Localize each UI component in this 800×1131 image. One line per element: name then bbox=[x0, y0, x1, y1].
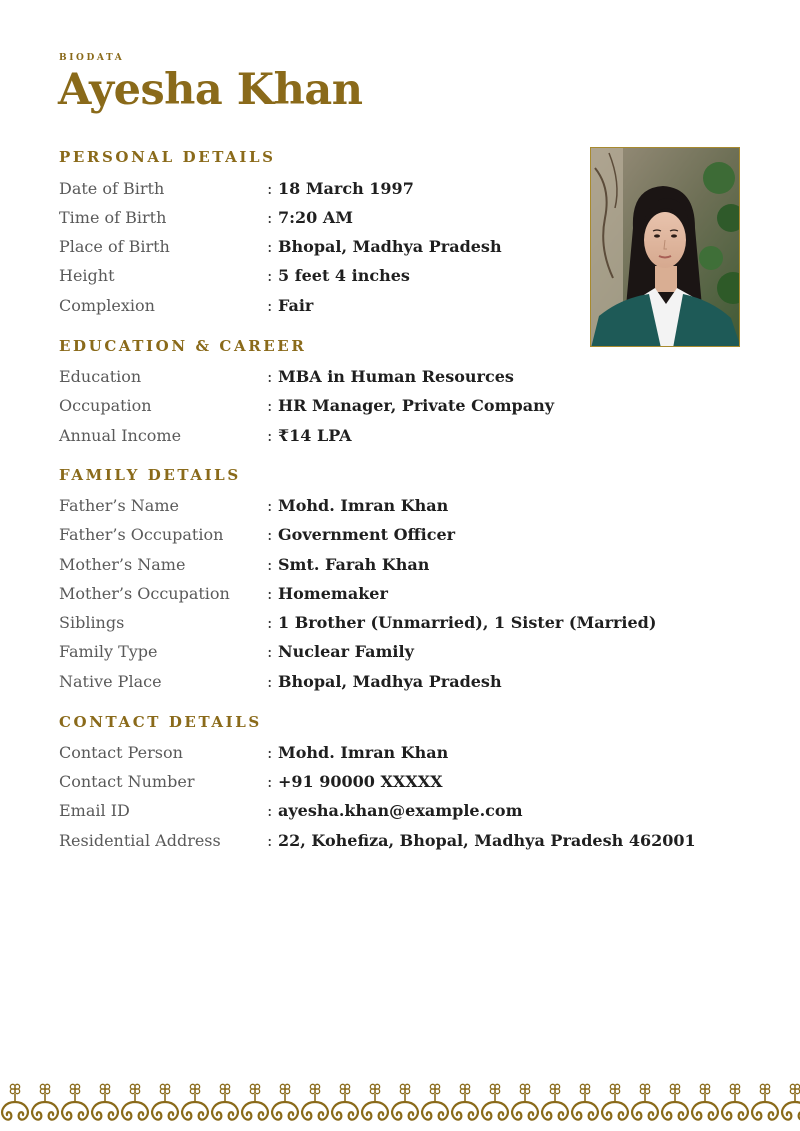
separator: : bbox=[267, 584, 273, 603]
detail-label: Native Place bbox=[59, 672, 162, 691]
detail-label: Mother’s Occupation bbox=[59, 584, 230, 603]
detail-value: MBA in Human Resources bbox=[278, 367, 514, 386]
ornament-motif bbox=[752, 1084, 778, 1119]
profile-photo bbox=[590, 147, 740, 347]
detail-value: Mohd. Imran Khan bbox=[278, 496, 449, 515]
ornament-motif bbox=[572, 1084, 598, 1119]
detail-row bbox=[59, 396, 699, 418]
ornament-motif bbox=[32, 1084, 58, 1119]
ornament-motif bbox=[542, 1084, 568, 1119]
detail-row bbox=[59, 367, 699, 389]
detail-value: Nuclear Family bbox=[278, 642, 414, 661]
separator: : bbox=[267, 426, 273, 445]
detail-label: Date of Birth bbox=[59, 179, 165, 198]
separator: : bbox=[267, 613, 273, 632]
detail-label: Annual Income bbox=[59, 426, 182, 445]
detail-label: Father’s Name bbox=[59, 496, 179, 515]
separator: : bbox=[267, 831, 273, 850]
detail-row bbox=[59, 642, 699, 664]
detail-value: HR Manager, Private Company bbox=[278, 396, 554, 415]
detail-row bbox=[59, 831, 699, 853]
detail-row bbox=[59, 496, 699, 518]
ornament-motif bbox=[62, 1084, 88, 1119]
detail-row bbox=[59, 555, 699, 577]
separator: : bbox=[267, 396, 273, 415]
ornament-motif bbox=[242, 1084, 268, 1119]
detail-row bbox=[59, 743, 699, 765]
separator: : bbox=[267, 208, 273, 227]
detail-value: Bhopal, Madhya Pradesh bbox=[278, 237, 502, 256]
separator: : bbox=[267, 801, 273, 820]
detail-row bbox=[59, 772, 699, 794]
detail-label: Family Type bbox=[59, 642, 158, 661]
separator: : bbox=[267, 179, 273, 198]
detail-label: Contact Person bbox=[59, 743, 183, 762]
ornament-motif bbox=[122, 1084, 148, 1119]
detail-value: 7:20 AM bbox=[278, 208, 353, 227]
separator: : bbox=[267, 525, 273, 544]
separator: : bbox=[267, 296, 273, 315]
ornament-motif bbox=[362, 1084, 388, 1119]
ornament-motif bbox=[212, 1084, 238, 1119]
detail-row bbox=[59, 426, 699, 448]
detail-row bbox=[59, 801, 699, 823]
ornament-motif bbox=[602, 1084, 628, 1119]
detail-label: Residential Address bbox=[59, 831, 221, 850]
detail-value: +91 90000 XXXXX bbox=[278, 772, 443, 791]
section-title-education: EDUCATION & CAREER bbox=[59, 337, 307, 355]
ornament-motif bbox=[332, 1084, 358, 1119]
detail-value: Mohd. Imran Khan bbox=[278, 743, 449, 762]
detail-value: ayesha.khan@example.com bbox=[278, 801, 523, 820]
detail-label: Time of Birth bbox=[59, 208, 167, 227]
detail-value: Homemaker bbox=[278, 584, 388, 603]
detail-label: Complexion bbox=[59, 296, 155, 315]
ornament-motif bbox=[722, 1084, 748, 1119]
ornament-motif bbox=[662, 1084, 688, 1119]
ornament-motif bbox=[392, 1084, 418, 1119]
separator: : bbox=[267, 496, 273, 515]
detail-value: 18 March 1997 bbox=[278, 179, 414, 198]
separator: : bbox=[267, 772, 273, 791]
ornament-motif bbox=[632, 1084, 658, 1119]
ornament-motif bbox=[272, 1084, 298, 1119]
section-title-contact: CONTACT DETAILS bbox=[59, 713, 262, 731]
detail-label: Occupation bbox=[59, 396, 152, 415]
separator: : bbox=[267, 672, 273, 691]
ornament-motif bbox=[302, 1084, 328, 1119]
detail-value: Fair bbox=[278, 296, 314, 315]
ornament-motif bbox=[2, 1084, 28, 1119]
separator: : bbox=[267, 555, 273, 574]
detail-value: Government Officer bbox=[278, 525, 456, 544]
separator: : bbox=[267, 743, 273, 762]
person-name: Ayesha Khan bbox=[58, 65, 363, 115]
ornament-motif bbox=[152, 1084, 178, 1119]
detail-label: Mother’s Name bbox=[59, 555, 186, 574]
detail-value: Smt. Farah Khan bbox=[278, 555, 430, 574]
detail-row bbox=[59, 584, 699, 606]
detail-label: Education bbox=[59, 367, 142, 386]
detail-value: Bhopal, Madhya Pradesh bbox=[278, 672, 502, 691]
separator: : bbox=[267, 642, 273, 661]
ornamental-border bbox=[0, 1080, 800, 1126]
detail-row bbox=[59, 613, 699, 635]
detail-label: Contact Number bbox=[59, 772, 195, 791]
ornament-motif bbox=[782, 1084, 800, 1119]
detail-value: 5 feet 4 inches bbox=[278, 266, 410, 285]
separator: : bbox=[267, 266, 273, 285]
detail-row bbox=[59, 672, 699, 694]
detail-label: Height bbox=[59, 266, 115, 285]
ornament-motif bbox=[482, 1084, 508, 1119]
ornament-motif bbox=[512, 1084, 538, 1119]
detail-label: Place of Birth bbox=[59, 237, 170, 256]
ornament-motif bbox=[182, 1084, 208, 1119]
detail-label: Email ID bbox=[59, 801, 130, 820]
separator: : bbox=[267, 367, 273, 386]
section-title-personal: PERSONAL DETAILS bbox=[59, 148, 276, 166]
detail-value: 22, Kohefiza, Bhopal, Madhya Pradesh 462001 bbox=[278, 831, 696, 850]
detail-label: Siblings bbox=[59, 613, 125, 632]
ornament-motif bbox=[92, 1084, 118, 1119]
document-tag: BIODATA bbox=[59, 53, 125, 63]
ornament-motif bbox=[692, 1084, 718, 1119]
detail-value: ₹14 LPA bbox=[278, 426, 352, 445]
detail-value: 1 Brother (Unmarried), 1 Sister (Married) bbox=[278, 613, 657, 632]
ornament-motif bbox=[452, 1084, 478, 1119]
section-title-family: FAMILY DETAILS bbox=[59, 466, 241, 484]
portrait-icon bbox=[591, 148, 740, 347]
ornamental-border-icon bbox=[0, 1080, 800, 1126]
detail-row bbox=[59, 525, 699, 547]
separator: : bbox=[267, 237, 273, 256]
detail-label: Father’s Occupation bbox=[59, 525, 224, 544]
ornament-motif bbox=[422, 1084, 448, 1119]
